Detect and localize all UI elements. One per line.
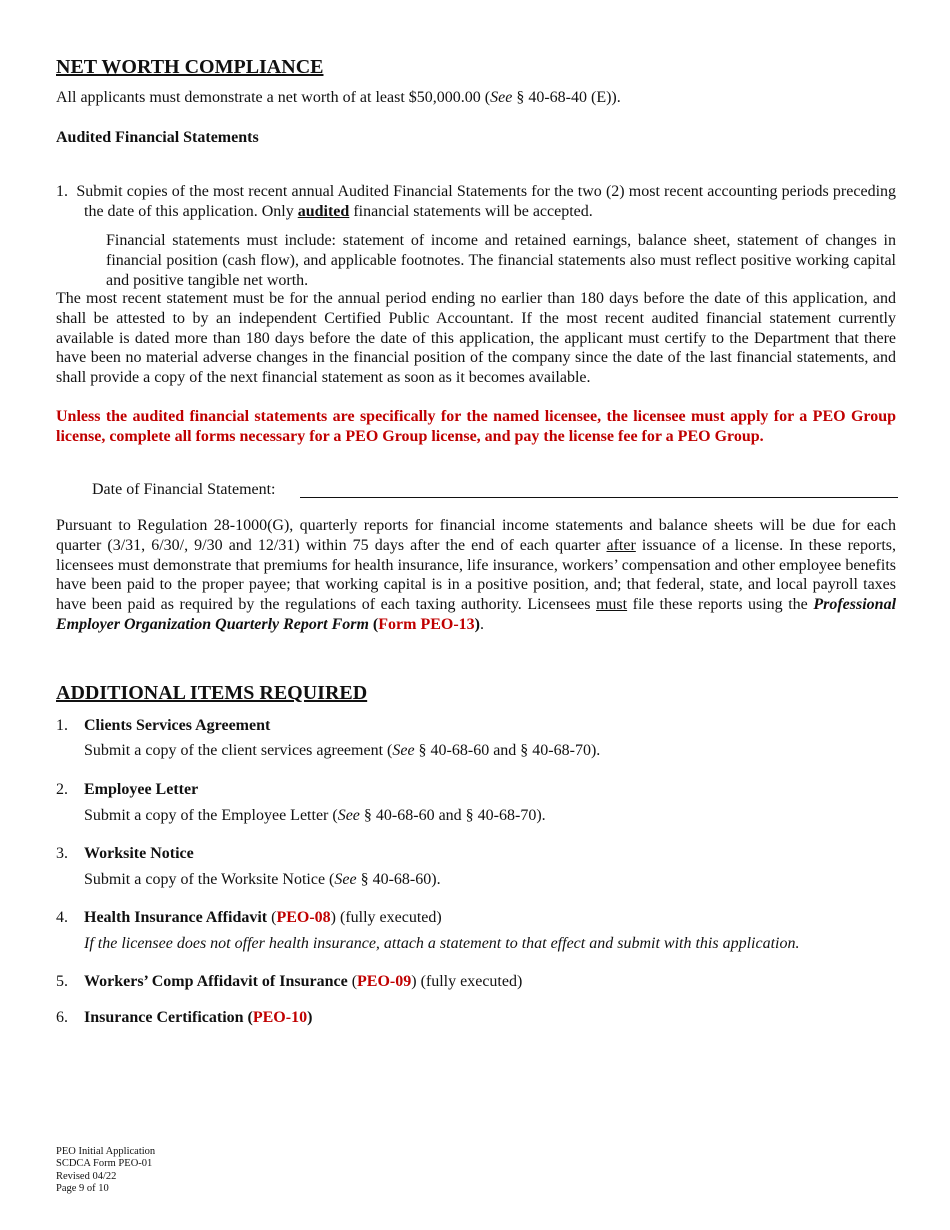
item-description: Submit a copy of the Worksite Notice (See § 40-68-60). — [84, 871, 441, 888]
peo-group-notice: Unless the audited financial statements are specifically for the named licensee, the licensee must apply for a PEO Group license, complete all forms necessary for a PEO Group license, and pay the license fee for a PEO Group. — [56, 408, 896, 445]
date-of-statement-label: Date of Financial Statement: — [92, 481, 276, 498]
footer-form-title: PEO Initial Application — [56, 1146, 156, 1157]
page-footer — [56, 1146, 155, 1196]
item-title: Worksite Notice — [84, 845, 194, 862]
footer-form-id: SCDCA Form PEO-01 — [56, 1158, 153, 1170]
item-title-line: Health Insurance Affidavit (PEO-08) (fully executed) — [84, 909, 442, 926]
item-description: Submit a copy of the Employee Letter (See § 40-68-60 and § 40-68-70). — [84, 807, 546, 824]
footer-page-number: Page 9 of 10 — [56, 1183, 109, 1195]
recent-statement-paragraph: The most recent statement must be for the annual period ending no earlier than 180 days before the date of this application, and shall be attested to by an independent Certified Public Accountant. If the most recent audited financial statement currently available is dated more than 180 days before the date of this application, the applicant must certify to the Department that there have been no material adverse changes in the financial position of the company since the date of the last financial statements, and shall provide a copy of the next financial statement as soon as it becomes available. — [56, 290, 896, 387]
net-worth-intro: All applicants must demonstrate a net worth of at least $50,000.00 (See § 40-68-40 (E)). — [56, 89, 621, 106]
audited-subheading: Audited Financial Statements — [56, 129, 259, 146]
form-peo-09-reference: PEO-09 — [357, 973, 412, 990]
item-number: 1. — [56, 183, 68, 200]
additional-items-heading: ADDITIONAL ITEMS REQUIRED — [56, 682, 368, 704]
item-description: If the licensee does not offer health insurance, attach a statement to that effect and submit with this application. — [84, 935, 800, 952]
item-title-line: Workers’ Comp Affidavit of Insurance (PEO-09) (fully executed) — [84, 973, 523, 990]
form-peo-10-reference: PEO-10 — [252, 1009, 308, 1026]
form-peo-08-reference: PEO-08 — [276, 909, 331, 926]
item-title: Clients Services Agreement — [84, 717, 271, 734]
date-of-statement-field[interactable] — [300, 496, 898, 498]
footer-revision: Revised 04/22 — [56, 1170, 117, 1182]
item-title-line: Insurance Certification (PEO-10) — [84, 1009, 313, 1026]
audited-item-1: 1. Submit copies of the most recent annual Audited Financial Statements for the two (2) most recent accounting periods preceding the date of this application. Only audited financial statements will be accepted. — [56, 183, 897, 220]
net-worth-heading: NET WORTH COMPLIANCE — [56, 56, 324, 78]
quarterly-reports-paragraph: Pursuant to Regulation 28-1000(G), quarterly reports for financial income statements and balance sheets will be due for each quarter (3/31, 6/30/, 9/30 and 12/31) within 75 days after the end of each quarter after issuance of a license. In these reports, licensees must demonstrate that premiums for health insurance, life insurance, workers’ compensation and other employee benefits have been paid to the proper payee; that working capital is in a positive position, and; that federal, state, and local payroll taxes have been paid as required by the regulations of each taxing authority. Licensees must file these reports using the Professional Employer Organization Quarterly Report Form (Form PEO-13). — [56, 517, 897, 633]
form-peo-13-reference: Form PEO-13 — [378, 615, 475, 633]
item-description: Submit a copy of the client services agreement (See § 40-68-60 and § 40-68-70). — [84, 742, 601, 759]
financial-statements-requirements: Financial statements must include: statement of income and retained earnings, balance sheet, statement of changes in financial position (cash flow), and applicable footnotes. The financial statements also must reflect positive working capital and positive tangible net worth. — [106, 232, 896, 289]
item-title: Employee Letter — [84, 781, 199, 798]
